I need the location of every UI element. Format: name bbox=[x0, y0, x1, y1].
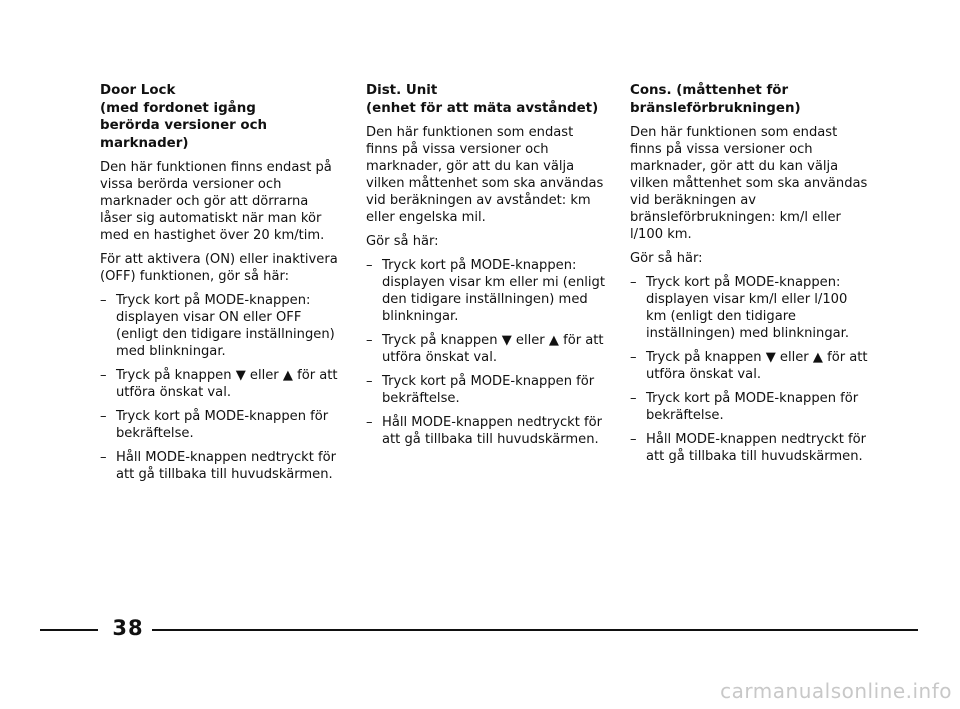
step-list bbox=[366, 257, 606, 448]
list-item bbox=[366, 257, 606, 325]
list-item bbox=[366, 332, 606, 366]
dash-bullet: – bbox=[630, 391, 637, 406]
list-item bbox=[630, 390, 870, 424]
body-paragraph: Den här funktionen finns endast på vissa berörda versioner och marknader och gör att dörrarna låser sig automatiskt när man kör med en hastighet över 20 km/tim. bbox=[100, 160, 332, 243]
step-text: Tryck kort på MODE-knappen för bekräftelse. bbox=[382, 374, 595, 406]
heading-line: Cons. (måttenhet för bbox=[630, 83, 789, 98]
step-text: Håll MODE-knappen nedtryckt för att gå tillbaka till huvudskärmen. bbox=[646, 432, 867, 464]
body-paragraph: Gör så här: bbox=[630, 251, 703, 266]
section-heading bbox=[366, 82, 606, 117]
heading-line: (med fordonet igång bbox=[100, 100, 256, 116]
footer-rule-left bbox=[40, 629, 98, 631]
list-item bbox=[630, 349, 870, 383]
heading-line: bränsleförbrukningen) bbox=[630, 100, 801, 116]
list-item bbox=[100, 449, 340, 483]
body-paragraph: Den här funktionen som endast finns på vissa versioner och marknader, gör att du kan välja vilken måttenhet som ska användas vid beräkningen av bränsleförbrukningen: km/l eller l/100 km. bbox=[630, 125, 868, 242]
dash-bullet: – bbox=[100, 409, 107, 424]
heading-line: Dist. Unit bbox=[366, 83, 438, 98]
column-dist-unit bbox=[366, 82, 606, 455]
dash-bullet: – bbox=[366, 333, 373, 348]
list-item bbox=[100, 408, 340, 442]
heading-line: berörda versioner och bbox=[100, 118, 268, 133]
column-cons bbox=[630, 82, 870, 472]
dash-bullet: – bbox=[100, 368, 107, 383]
step-text: Tryck på knappen ▼ eller ▲ för att utföra önskat val. bbox=[382, 333, 604, 365]
watermark: carmanualsonline.info bbox=[720, 679, 952, 703]
step-text: Håll MODE-knappen nedtryckt för att gå tillbaka till huvudskärmen. bbox=[382, 415, 603, 447]
dash-bullet: – bbox=[366, 258, 373, 273]
dash-bullet: – bbox=[630, 275, 637, 290]
dash-bullet: – bbox=[100, 450, 107, 465]
step-text: Tryck på knappen ▼ eller ▲ för att utföra önskat val. bbox=[646, 350, 868, 382]
body-paragraph: Den här funktionen som endast finns på vissa versioner och marknader, gör att du kan välja vilken måttenhet som ska användas vid beräkningen av avståndet: km eller engelska mil. bbox=[366, 125, 604, 225]
list-item bbox=[100, 292, 340, 360]
dash-bullet: – bbox=[100, 293, 107, 308]
dash-bullet: – bbox=[366, 415, 373, 430]
page-footer bbox=[40, 618, 918, 640]
step-text: Tryck på knappen ▼ eller ▲ för att utföra önskat val. bbox=[116, 368, 338, 400]
step-text: Tryck kort på MODE-knappen för bekräftelse. bbox=[116, 409, 329, 441]
dash-bullet: – bbox=[630, 350, 637, 365]
heading-line: Door Lock bbox=[100, 83, 176, 98]
list-item bbox=[366, 414, 606, 448]
body-paragraph: Gör så här: bbox=[366, 234, 439, 249]
footer-rule-right bbox=[152, 629, 918, 631]
heading-line: marknader) bbox=[100, 135, 189, 151]
list-item bbox=[100, 367, 340, 401]
list-item bbox=[630, 274, 870, 342]
section-heading bbox=[630, 82, 870, 117]
column-door-lock bbox=[100, 82, 340, 490]
page-number: 38 bbox=[112, 616, 144, 640]
step-text: Tryck kort på MODE-knappen: displayen visar km/l eller l/100 km (enligt den tidigare inställningen) med blinkningar. bbox=[646, 275, 850, 341]
step-text: Tryck kort på MODE-knappen: displayen visar km eller mi (enligt den tidigare inställningen) med blinkningar. bbox=[382, 258, 605, 324]
heading-line: (enhet för att mäta avståndet) bbox=[366, 100, 599, 116]
list-item bbox=[630, 431, 870, 465]
step-text: Tryck kort på MODE-knappen: displayen visar ON eller OFF (enligt den tidigare inställningen) med blinkningar. bbox=[116, 293, 335, 359]
dash-bullet: – bbox=[366, 374, 373, 389]
step-text: Håll MODE-knappen nedtryckt för att gå tillbaka till huvudskärmen. bbox=[116, 450, 337, 482]
body-paragraph: För att aktivera (ON) eller inaktivera (OFF) funktionen, gör så här: bbox=[100, 252, 338, 284]
step-list bbox=[630, 274, 870, 465]
step-text: Tryck kort på MODE-knappen för bekräftelse. bbox=[646, 391, 859, 423]
section-heading bbox=[100, 82, 340, 152]
step-list bbox=[100, 292, 340, 483]
dash-bullet: – bbox=[630, 432, 637, 447]
list-item bbox=[366, 373, 606, 407]
